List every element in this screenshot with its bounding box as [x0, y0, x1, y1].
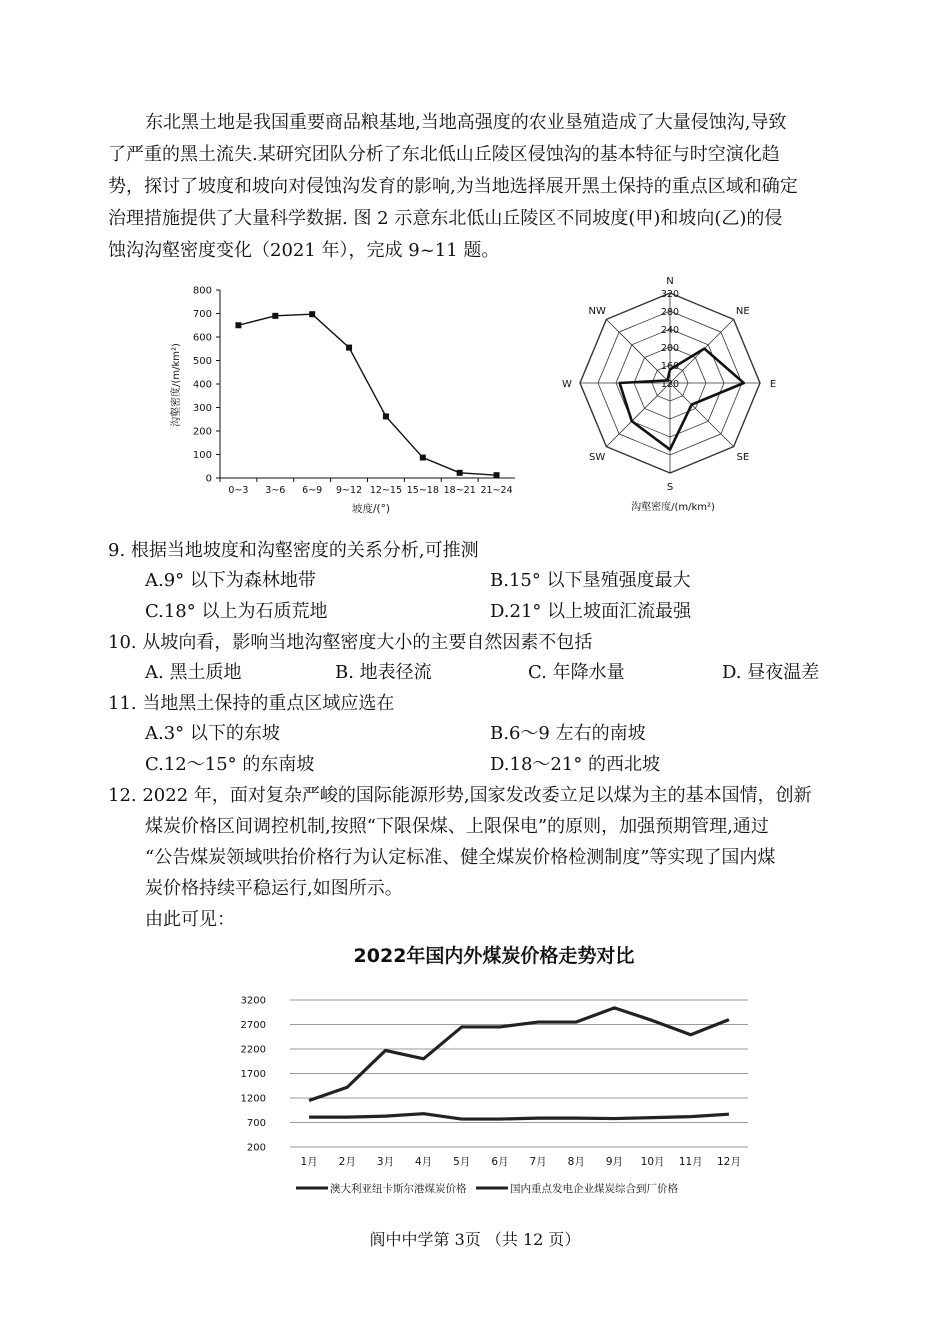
q9-stem: 9. 根据当地坡度和沟壑密度的关系分析,可推测	[108, 540, 479, 561]
coal-xtick-label: 8月	[567, 1156, 585, 1168]
slope-ytick-label: 700	[192, 309, 212, 320]
q9-option-b: B.15° 以下垦殖强度最大	[490, 570, 691, 591]
slope-ytick-label: 300	[192, 403, 212, 414]
slope-ytick-label: 200	[192, 426, 212, 438]
slope-xtick-label: 0~3	[228, 485, 249, 496]
slope-xtick-label: 12~15	[369, 485, 403, 496]
slope-xlabel: 坡度/(°)	[352, 503, 390, 515]
slope-xtick-label: 21~24	[480, 485, 513, 496]
radar-direction-label: S	[666, 482, 674, 493]
coal-chart-title: 2022年国内外煤炭价格走势对比	[353, 945, 635, 967]
q9-option-c: C.18° 以上为石质荒地	[145, 601, 328, 622]
intro-line-2: 了严重的黑土流失.某研究团队分析了东北低山丘陵区侵蚀沟的基本特征与时空演化趋	[108, 144, 780, 165]
radar-tick-label: 320	[660, 289, 680, 300]
radar-direction-label: NE	[735, 306, 750, 318]
coal-xtick-label: 6月	[491, 1156, 509, 1168]
coal-xtick-label: 4月	[414, 1156, 433, 1168]
radar-direction-label: NW	[588, 306, 606, 318]
q10-option-a: A. 黑土质地	[145, 662, 242, 683]
coal-xtick-label: 2月	[338, 1156, 356, 1168]
q11-stem: 11. 当地黑土保持的重点区域应选在	[108, 693, 395, 714]
intro-line-1: 东北黑土地是我国重要商品粮基地,当地高强度的农业垦殖造成了大量侵蚀沟,导致	[145, 112, 787, 133]
slope-xtick-label: 18~21	[443, 485, 476, 496]
q9-option-a: A.9° 以下为森林地带	[145, 570, 316, 591]
slope-data-point	[272, 313, 278, 319]
coal-xtick-label: 5月	[453, 1156, 471, 1168]
slope-ytick-label: 500	[192, 356, 212, 367]
radar-tick-label: 160	[660, 361, 680, 372]
intro-line-5: 蚀沟沟壑密度变化（2021 年），完成 9~11 题。	[108, 240, 500, 261]
slope-data-point	[494, 472, 500, 478]
intro-line-4: 治理措施提供了大量科学数据. 图 2 示意东北低山丘陵区不同坡度(甲)和坡向(乙)的侵	[108, 208, 783, 229]
slope-ytick-label: 100	[192, 450, 212, 461]
radar-tick-label: 200	[660, 343, 680, 354]
slope-ytick-label: 600	[192, 332, 212, 344]
coal-ytick-label: 2700	[240, 1020, 266, 1031]
q10-option-b: B. 地表径流	[335, 662, 432, 683]
coal-ytick-label: 2200	[240, 1044, 266, 1056]
slope-data-point	[346, 345, 352, 351]
domestic-coal-price-line	[309, 1114, 729, 1119]
legend-label-1: 澳大利亚纽卡斯尔港煤炭价格	[330, 1183, 467, 1195]
q11-option-d: D.18～21° 的西北坡	[490, 754, 661, 775]
coal-xtick-label: 10月	[640, 1156, 665, 1168]
coal-ytick-label: 200	[246, 1142, 266, 1154]
q12-line-2: 煤炭价格区间调控机制,按照“下限保煤、上限保电”的原则，加强预期管理,通过	[145, 816, 769, 837]
slope-data-point	[235, 322, 241, 328]
q11-option-b: B.6～9 左右的南坡	[490, 723, 646, 744]
q12-line-4: 炭价格持续平稳运行,如图所示。	[145, 878, 403, 899]
slope-ytick-label: 0	[205, 473, 212, 485]
coal-ytick-label: 1700	[240, 1069, 266, 1080]
q10-stem: 10. 从坡向看，影响当地沟壑密度大小的主要自然因素不包括	[108, 632, 593, 653]
radar-direction-label: W	[562, 379, 572, 390]
coal-xtick-label: 11月	[678, 1156, 703, 1168]
slope-data-point	[420, 455, 426, 461]
radar-caption: 沟壑密度/(m/km²)	[631, 502, 715, 513]
q10-option-c: C. 年降水量	[528, 662, 625, 683]
legend-label-2: 国内重点发电企业煤炭综合到厂价格	[510, 1183, 678, 1195]
slope-data-point	[457, 470, 463, 476]
radar-tick-label: 120	[660, 379, 680, 390]
slope-ytick-label: 800	[192, 285, 212, 297]
slope-density-line	[238, 314, 496, 475]
coal-legend	[296, 1182, 678, 1195]
coal-xtick-label: 1月	[300, 1156, 318, 1168]
radar-tick-label: 240	[660, 325, 680, 336]
aspect-density-polygon	[620, 349, 744, 450]
coal-xtick-label: 3月	[376, 1156, 395, 1168]
slope-xtick-label: 3~6	[265, 485, 286, 496]
radar-direction-label: SE	[736, 451, 750, 463]
page-footer: 阆中中学第 3页 （共 12 页）	[369, 1230, 581, 1249]
coal-ytick-label: 3200	[240, 995, 266, 1007]
coal-price-chart	[230, 930, 790, 1210]
coal-xtick-label: 7月	[529, 1156, 547, 1168]
q12-line-1: 12. 2022 年，面对复杂严峻的国际能源形势,国家发改委立足以煤为主的基本国情，创新	[108, 785, 812, 806]
slope-xtick-label: 6~9	[302, 485, 323, 496]
q11-option-c: C.12～15° 的东南坡	[145, 754, 315, 775]
q9-option-d: D.21° 以上坡面汇流最强	[490, 601, 692, 622]
intro-line-3: 势，探讨了坡度和坡向对侵蚀沟发育的影响,为当地选择展开黑土保持的重点区域和确定	[108, 176, 798, 197]
radar-tick-label: 280	[660, 307, 680, 318]
q12-conclusion: 由此可见：	[145, 909, 235, 930]
radar-direction-label: SW	[589, 451, 606, 463]
coal-ytick-label: 1200	[240, 1093, 266, 1105]
q11-option-a: A.3° 以下的东坡	[145, 723, 280, 744]
slope-data-point	[383, 413, 389, 419]
slope-ylabel: 沟壑密度/(m/km²)	[171, 343, 182, 427]
radar-direction-label: N	[666, 276, 674, 287]
slope-xtick-label: 15~18	[406, 485, 439, 496]
slope-density-chart	[165, 280, 545, 520]
slope-ytick-label: 400	[192, 379, 212, 391]
coal-ytick-label: 700	[246, 1118, 266, 1129]
slope-data-point	[309, 311, 315, 317]
aspect-radar-chart	[560, 270, 800, 520]
slope-xtick-label: 9~12	[336, 485, 363, 496]
q12-line-3: “公告煤炭领域哄抬价格行为认定标准、健全煤炭价格检测制度”等实现了国内煤	[145, 847, 776, 868]
radar-direction-label: E	[769, 379, 777, 390]
australia-coal-price-line	[309, 1008, 729, 1101]
coal-xtick-label: 9月	[605, 1156, 624, 1168]
q10-option-d: D. 昼夜温差	[722, 662, 820, 683]
coal-xtick-label: 12月	[716, 1156, 741, 1168]
